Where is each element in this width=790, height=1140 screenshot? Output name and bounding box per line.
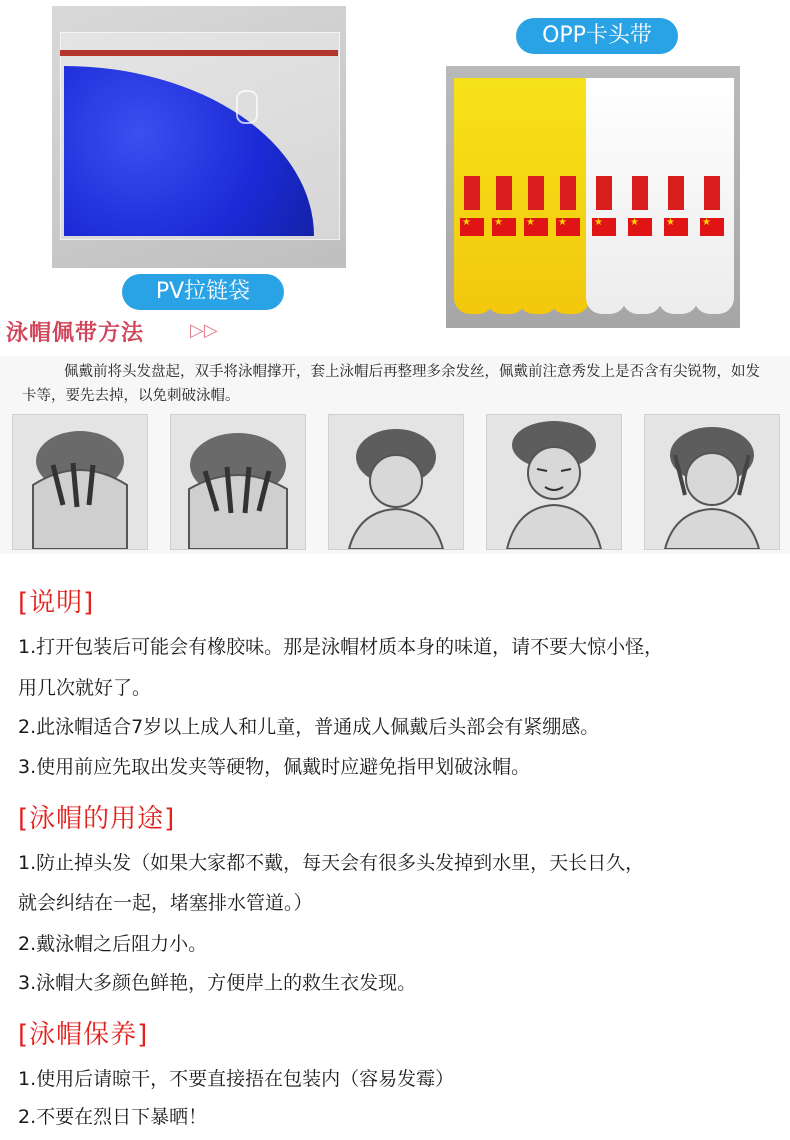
brand-tag — [496, 176, 512, 210]
section-title-care: [泳帽保养] — [18, 1020, 149, 1050]
section-line: 3.使用前应先取出发夹等硬物，佩戴时应避免指甲划破泳帽。 — [18, 756, 531, 778]
section-line: 1.防止掉头发（如果大家都不戴，每天会有很多头发掉到水里，天长日久， — [18, 852, 645, 874]
section-line: 3.泳帽大多颜色鲜艳，方便岸上的救生衣发现。 — [18, 972, 417, 994]
wearing-step-1-illustration — [12, 414, 148, 550]
yellow-cap-pack — [550, 78, 590, 314]
brand-tag — [528, 176, 544, 210]
opp-header-bag-photo — [446, 66, 740, 328]
flag-icon — [556, 218, 580, 236]
opp-header-bag-label: OPP卡头带 — [516, 18, 678, 54]
section-title-instructions: [说明] — [18, 588, 95, 618]
white-cap-pack — [694, 78, 734, 314]
flag-icon — [592, 218, 616, 236]
double-arrow-icon: ▷▷ — [190, 320, 218, 341]
brand-tag — [668, 176, 684, 210]
section-line: 2.戴泳帽之后阻力小。 — [18, 933, 208, 955]
white-cap-pack — [622, 78, 662, 314]
wearing-step-5-illustration — [644, 414, 780, 550]
pv-zipper-bag-photo — [52, 6, 346, 268]
flag-icon — [628, 218, 652, 236]
section-title-uses: [泳帽的用途] — [18, 804, 176, 834]
flag-icon — [664, 218, 688, 236]
wearing-step-4-illustration — [486, 414, 622, 550]
brand-tag — [704, 176, 720, 210]
section-line: 用几次就好了。 — [18, 677, 152, 699]
white-cap-pack — [658, 78, 698, 314]
hang-hole — [236, 90, 258, 124]
section-line: 就会纠结在一起，堵塞排水管道。） — [18, 892, 313, 914]
brand-tag — [560, 176, 576, 210]
zipper-strip — [60, 50, 338, 56]
section-line: 1.使用后请晾干，不要直接捂在包装内（容易发霉） — [18, 1068, 455, 1090]
section-line: 2.此泳帽适合7岁以上成人和儿童，普通成人佩戴后头部会有紧绷感。 — [18, 716, 600, 738]
guide-description: 佩戴前将头发盘起，双手将泳帽撑开，套上泳帽后再整理多余发丝，佩戴前注意秀发上是否含有尖锐物，如发卡等，要先去掉，以免刺破泳帽。 — [22, 364, 760, 404]
brand-tag — [632, 176, 648, 210]
brand-tag — [464, 176, 480, 210]
flag-icon — [460, 218, 484, 236]
brand-tag — [596, 176, 612, 210]
section-line: 1.打开包装后可能会有橡胶味。那是泳帽材质本身的味道，请不要大惊小怪， — [18, 636, 664, 658]
flag-icon — [524, 218, 548, 236]
flag-icon — [492, 218, 516, 236]
section-line: 2.不要在烈日下暴晒！ — [18, 1106, 208, 1128]
flag-icon — [700, 218, 724, 236]
guide-title: 泳帽佩带方法 — [6, 321, 145, 346]
white-cap-pack — [586, 78, 626, 314]
wearing-step-2-illustration — [170, 414, 306, 550]
pv-bag-label: PV拉链袋 — [122, 274, 284, 310]
wearing-step-3-illustration — [328, 414, 464, 550]
